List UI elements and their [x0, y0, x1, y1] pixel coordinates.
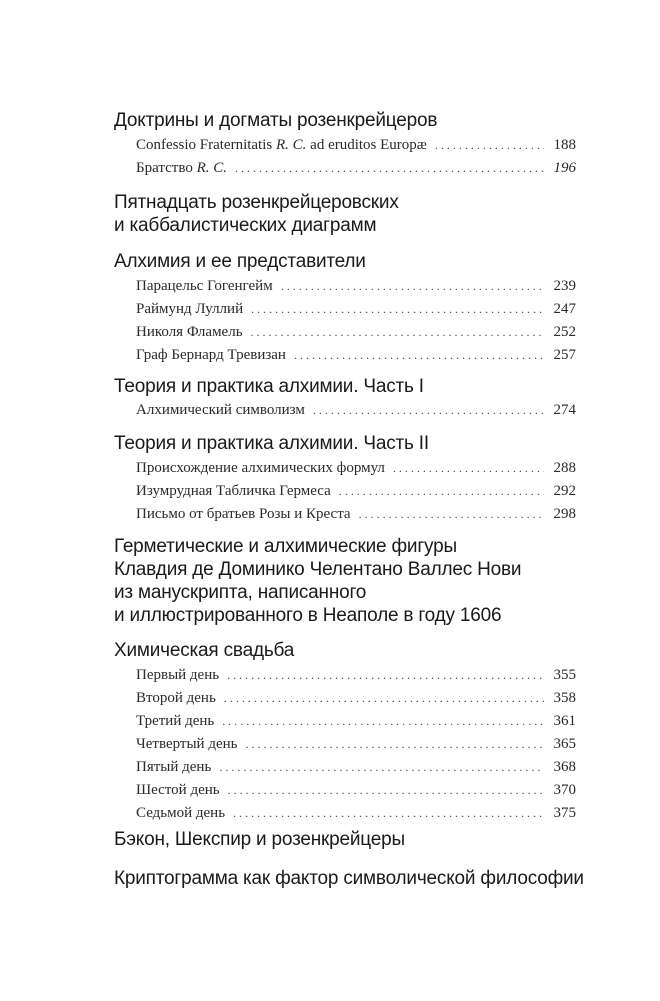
page-number: 370 — [553, 782, 576, 798]
page-number: 247 — [553, 301, 576, 317]
dot-leader — [222, 711, 544, 731]
entry-title: Пятый день — [136, 759, 212, 775]
toc-entry[interactable] — [136, 780, 576, 800]
section-heading: Герметические и алхимические фигуры — [114, 536, 457, 557]
dot-leader — [313, 400, 544, 420]
section-heading: Криптограмма как фактор символической философии — [114, 868, 584, 889]
page-number: 298 — [553, 506, 576, 522]
entry-title: Парацельс Гогенгейм — [136, 278, 273, 294]
dot-leader — [294, 345, 544, 365]
dot-leader — [251, 299, 544, 319]
toc-entry[interactable] — [136, 803, 576, 823]
page-number: 368 — [553, 759, 576, 775]
section-heading: Теория и практика алхимии. Часть II — [114, 433, 429, 454]
entry-title: Братство R. C. — [136, 160, 227, 176]
entry-title: Изумрудная Табличка Гермеса — [136, 483, 331, 499]
entry-title: Граф Бернард Тревизан — [136, 347, 286, 363]
dot-leader — [227, 665, 544, 685]
toc-entry[interactable] — [136, 711, 576, 731]
dot-leader — [251, 322, 544, 342]
entry-title: Алхимический символизм — [136, 402, 305, 418]
toc-entry[interactable] — [136, 504, 576, 524]
section-heading: Клавдия де Доминико Челентано Валлес Нови — [114, 559, 522, 580]
dot-leader — [233, 803, 544, 823]
toc-entry[interactable] — [136, 299, 576, 319]
page-number: 288 — [553, 460, 576, 476]
dot-leader — [435, 135, 544, 155]
page-number: 361 — [553, 713, 576, 729]
toc-entry[interactable] — [136, 458, 576, 478]
toc-entry[interactable] — [136, 135, 576, 155]
toc-entry[interactable] — [136, 400, 576, 420]
page-number: 365 — [553, 736, 576, 752]
dot-leader — [393, 458, 544, 478]
dot-leader — [339, 481, 544, 501]
entry-title: Письмо от братьев Розы и Креста — [136, 506, 351, 522]
dot-leader — [359, 504, 544, 524]
entry-title: Николя Фламель — [136, 324, 243, 340]
section-heading: из манускрипта, написанного — [114, 582, 367, 603]
toc-entry[interactable] — [136, 665, 576, 685]
section-heading: и иллюстрированного в Неаполе в году 1606 — [114, 605, 502, 626]
dot-leader — [281, 276, 544, 296]
toc-entry[interactable] — [136, 688, 576, 708]
toc-entry[interactable] — [136, 345, 576, 365]
page-number: 257 — [553, 347, 576, 363]
toc-entry[interactable] — [136, 158, 576, 178]
entry-title: Происхождение алхимических формул — [136, 460, 385, 476]
dot-leader — [228, 780, 544, 800]
page-number: 274 — [553, 402, 576, 418]
dot-leader — [235, 158, 544, 178]
page-number: 375 — [553, 805, 576, 821]
toc-entry[interactable] — [136, 757, 576, 777]
page-number: 358 — [553, 690, 576, 706]
entry-title: Четвертый день — [136, 736, 238, 752]
toc-entry[interactable] — [136, 276, 576, 296]
page-number: 355 — [553, 667, 576, 683]
page-number: 252 — [553, 324, 576, 340]
page-number: 188 — [553, 137, 576, 153]
toc-entry[interactable] — [136, 734, 576, 754]
section-heading: и каббалистических диаграмм — [114, 215, 377, 236]
section-heading: Алхимия и ее представители — [114, 251, 366, 272]
entry-title: Шестой день — [136, 782, 220, 798]
entry-title: Второй день — [136, 690, 216, 706]
dot-leader — [219, 757, 544, 777]
section-heading: Пятнадцать розенкрейцеровских — [114, 192, 399, 213]
section-heading: Бэкон, Шекспир и розенкрейцеры — [114, 829, 405, 850]
entry-title: Раймунд Луллий — [136, 301, 244, 317]
page-number: 196 — [553, 160, 576, 176]
page-number: 239 — [553, 278, 576, 294]
toc-entry[interactable] — [136, 322, 576, 342]
page-number: 292 — [553, 483, 576, 499]
entry-title: Третий день — [136, 713, 215, 729]
entry-title: Первый день — [136, 667, 220, 683]
entry-title: Confessio Fraternitatis R. C. ad eruditos Europæ — [136, 137, 427, 153]
section-heading: Теория и практика алхимии. Часть I — [114, 376, 424, 397]
section-heading: Химическая свадьба — [114, 640, 295, 661]
dot-leader — [224, 688, 544, 708]
toc-entry[interactable] — [136, 481, 576, 501]
section-heading: Доктрины и догматы розенкрейцеров — [114, 110, 438, 131]
entry-title: Седьмой день — [136, 805, 226, 821]
dot-leader — [245, 734, 544, 754]
